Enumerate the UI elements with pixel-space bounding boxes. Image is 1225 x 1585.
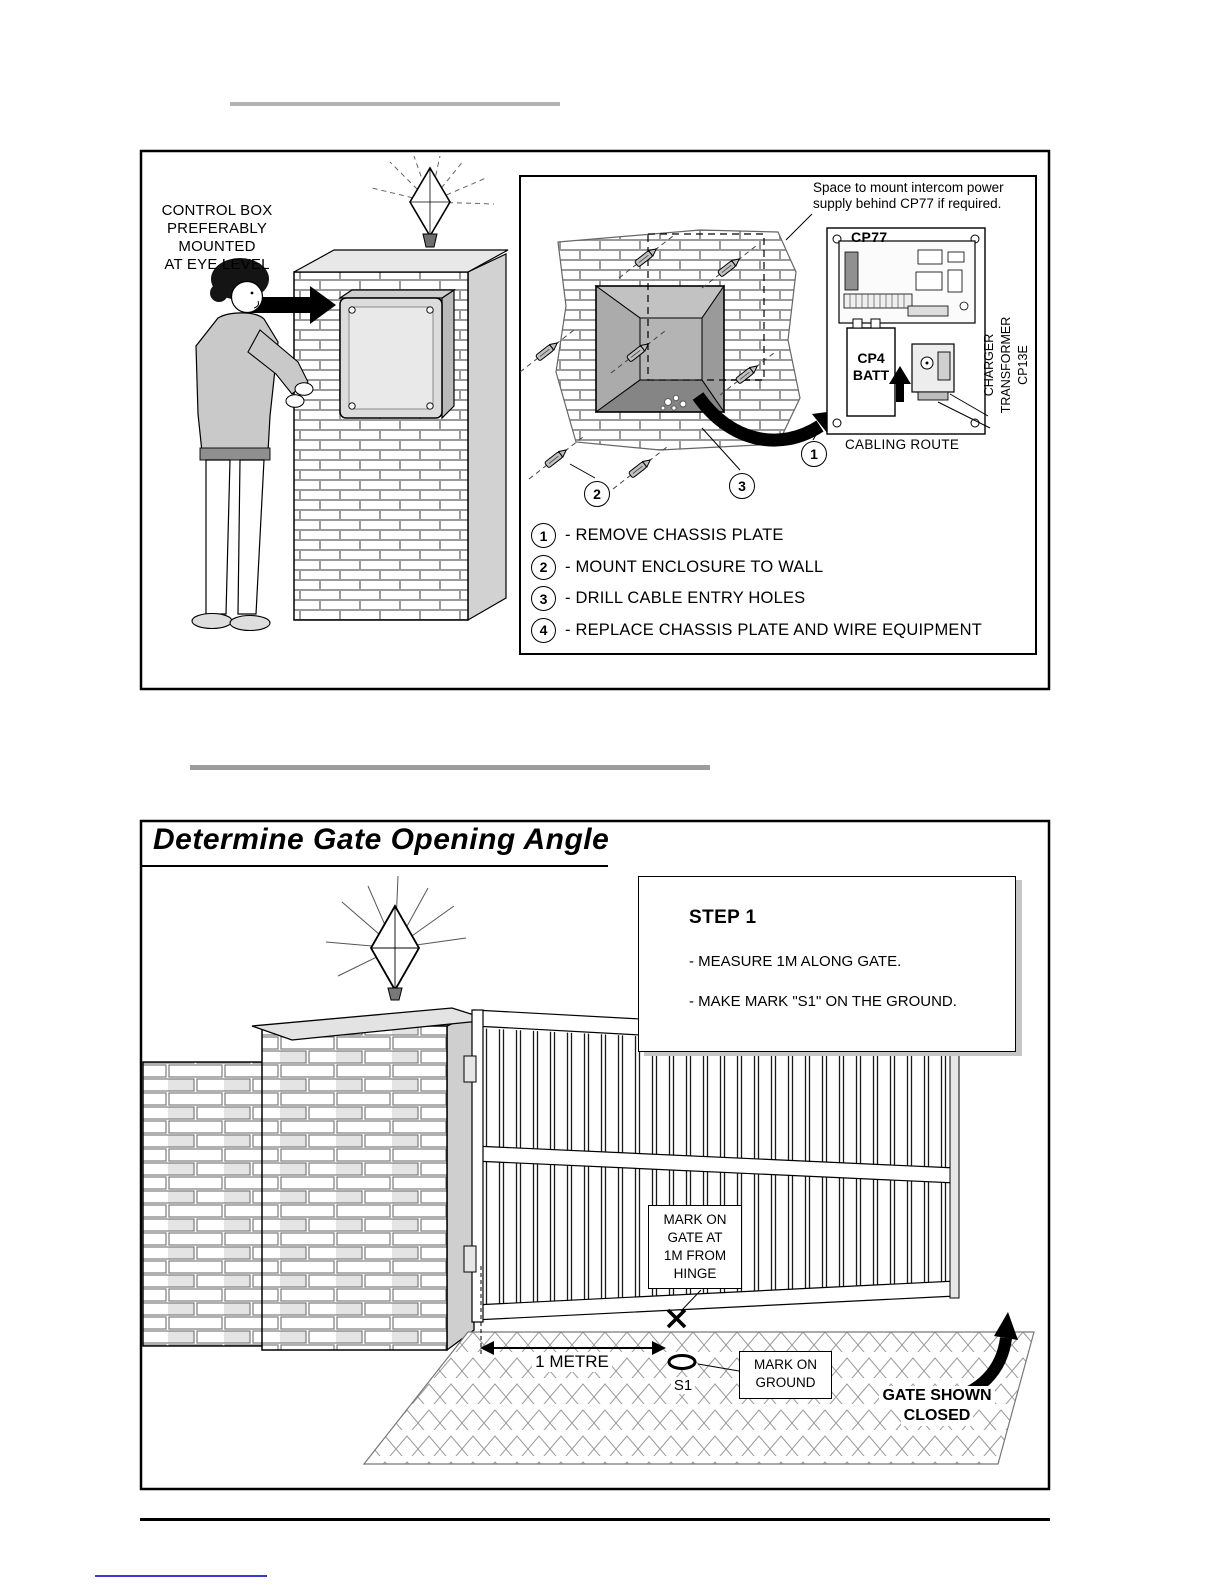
chassis-plate — [827, 228, 990, 434]
step1-box — [638, 876, 1016, 1052]
control-box-note — [147, 202, 287, 274]
instruction-step-row — [531, 520, 982, 552]
instruction-step-row — [531, 615, 982, 647]
gate-shown-closed-line — [866, 1386, 1008, 1406]
instruction-steps — [531, 520, 982, 646]
step-number: 2 — [531, 555, 556, 580]
charger-label-line: CHARGER — [982, 333, 996, 397]
control-box-note-line: MOUNTED — [178, 238, 256, 255]
marker-number: 3 — [738, 478, 746, 494]
step-number: 3 — [531, 586, 556, 611]
step1-bullet: - MAKE MARK "S1" ON THE GROUND. — [689, 993, 957, 1010]
step-number: 1 — [531, 523, 556, 548]
step-number: 4 — [531, 618, 556, 643]
charger-label-line: CP13E — [1016, 345, 1030, 385]
footer-link-underline[interactable] — [95, 1575, 267, 1577]
mark-on-ground-line: GROUND — [755, 1375, 816, 1390]
step-text: - REPLACE CHASSIS PLATE AND WIRE EQUIPMENT — [565, 620, 983, 639]
control-box — [340, 290, 454, 418]
cp4-line: CP4 — [857, 350, 885, 366]
panel2-title: Determine Gate Opening Angle — [153, 823, 610, 856]
mark-on-gate-line: HINGE — [673, 1266, 717, 1281]
step1-title: STEP 1 — [689, 907, 757, 928]
step-text: - MOUNT ENCLOSURE TO WALL — [565, 557, 824, 576]
mark-on-gate-line: MARK ON — [663, 1212, 727, 1227]
footer-rule — [140, 1518, 1050, 1521]
charger-transformer-label — [981, 290, 1033, 440]
s1-text: S1 — [671, 1377, 695, 1394]
callout-marker-3 — [729, 473, 755, 499]
batt-line: BATT — [852, 367, 890, 383]
charger-label-line: TRANSFORMER — [999, 316, 1013, 414]
gate-pillar — [252, 1008, 490, 1350]
control-box-note-line: AT EYE LEVEL — [164, 256, 270, 273]
one-metre-text: 1 METRE — [532, 1352, 612, 1372]
intercom-callout-line: supply behind CP77 if required. — [813, 195, 1002, 211]
cp77-label: CP77 — [851, 229, 888, 245]
callout-marker-2 — [584, 481, 610, 507]
callout-marker-1 — [801, 441, 827, 467]
control-box-note-line: CONTROL BOX — [161, 202, 273, 219]
mark-on-gate-line: 1M FROM — [663, 1248, 727, 1263]
marker-number: 1 — [810, 446, 818, 462]
cp4-batt-label — [847, 350, 895, 384]
one-metre-label — [504, 1352, 640, 1372]
intercom-callout — [813, 180, 1035, 211]
cabling-route-label: CABLING ROUTE — [845, 437, 960, 452]
step-text: - DRILL CABLE ENTRY HOLES — [565, 589, 806, 608]
mark-on-gate-line: GATE AT — [667, 1230, 723, 1245]
control-box-note-line: PREFERABLY — [166, 220, 268, 237]
step1-bullet: - MEASURE 1M ALONG GATE. — [689, 953, 902, 970]
gate-shown-closed-line — [866, 1406, 1008, 1426]
s1-label — [661, 1377, 705, 1394]
instruction-step-row — [531, 552, 982, 584]
step-text: - REMOVE CHASSIS PLATE — [565, 526, 784, 545]
marker-number: 2 — [593, 486, 601, 502]
mark-on-ground-line: MARK ON — [753, 1357, 817, 1372]
intercom-callout-line: Space to mount intercom power — [813, 180, 1004, 195]
gate-shown-closed-label — [866, 1386, 1008, 1426]
instruction-step-row — [531, 583, 982, 615]
mark-on-gate-box — [648, 1205, 742, 1289]
mark-on-ground-box — [739, 1351, 832, 1399]
gate-shown-closed-text: CLOSED — [901, 1406, 974, 1426]
gate-shown-closed-text: GATE SHOWN — [879, 1386, 994, 1406]
